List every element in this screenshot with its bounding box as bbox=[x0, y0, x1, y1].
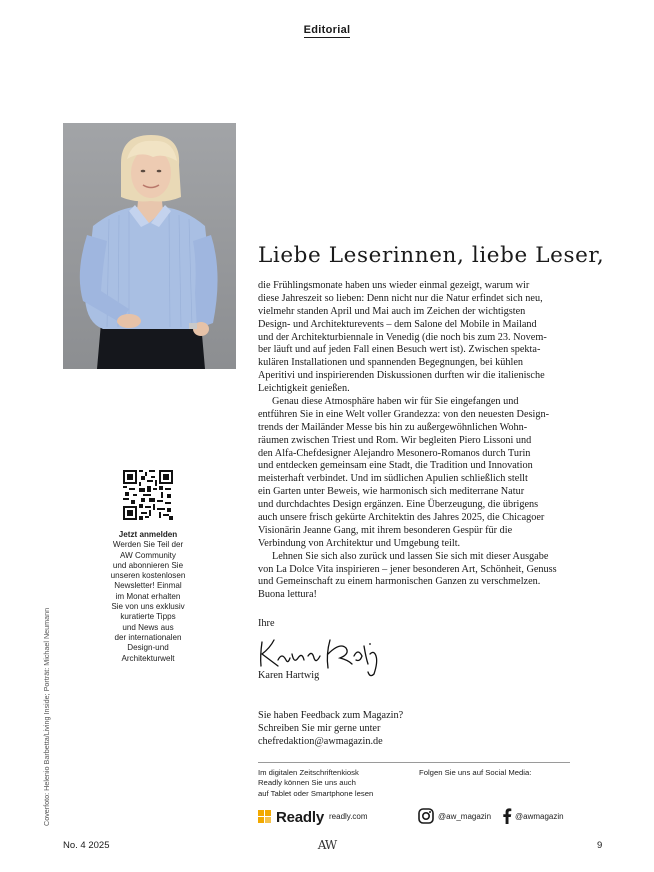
body-line: und der Architekturbiennale in Venedig (die noch bis zum 23. Novem- bbox=[258, 331, 547, 343]
issue-number: No. 4 2025 bbox=[63, 840, 110, 851]
signup-line: Architekturwelt bbox=[121, 653, 175, 663]
body-line: Lehnen Sie sich also zurück und lassen Sie sich mit dieser Ausgabe bbox=[272, 550, 549, 562]
body-line: und Gemeinschaft zu einem harmonischen Ganzen zu verschmelzen. bbox=[258, 576, 541, 588]
signup-line: Design-und bbox=[127, 643, 169, 653]
signup-line: und News aus bbox=[122, 622, 174, 632]
body-line: räumen zwischen Triest und Rom. Wir begleiten Piero Lissoni und bbox=[258, 434, 532, 446]
body-line: die Frühlingsmonate haben uns wieder einmal gezeigt, warum wir bbox=[258, 280, 530, 291]
page-number: 9 bbox=[597, 840, 603, 851]
readly-info-line: Readly können Sie uns auch bbox=[258, 778, 356, 788]
readly-brand: Readly bbox=[276, 808, 324, 826]
body-line: entführen Sie in eine Welt voller Grandezza: von den neuesten Design- bbox=[258, 408, 550, 420]
facebook-handle: @awmagazin bbox=[515, 811, 564, 821]
body-line: Visionärin Jeanne Gang, mit ihrem besonderen Gespür für die bbox=[258, 524, 513, 536]
signup-line: Newsletter! Einmal bbox=[114, 581, 182, 591]
body-line: von La Dolce Vita inspirieren – jener besonderen Art, Schönheit, Genuss bbox=[258, 563, 557, 575]
body-line: Design- und Architekturevents – dem Salone del Mobile in Mailand bbox=[258, 318, 537, 330]
signup-line: und abonnieren Sie bbox=[112, 560, 184, 570]
feedback-line: Schreiben Sie mir gerne unter bbox=[258, 723, 381, 734]
readly-link[interactable]: readly.com bbox=[329, 812, 368, 821]
facebook-icon bbox=[502, 808, 512, 824]
body-line: Verbindung von Architektur und Umgebung teilt. bbox=[258, 537, 461, 549]
signup-line: Werden Sie Teil der bbox=[112, 540, 184, 550]
facebook-link[interactable] bbox=[502, 808, 564, 824]
signup-line: Sie von uns exklusiv bbox=[111, 602, 185, 612]
body-line: ein Garten unter Beweis, wie harmonisch sich mediterrane Natur bbox=[258, 486, 525, 498]
readly-info-line: auf Tablet oder Smartphone lesen bbox=[258, 788, 374, 798]
body-line: ber läuft und auf jeden Fall einen Besuch wert ist). Zwischen spekta- bbox=[258, 344, 541, 356]
signup-title: Jetzt anmelden bbox=[118, 530, 178, 539]
section-label-text: Editorial bbox=[303, 24, 351, 36]
section-label bbox=[0, 24, 654, 36]
signup-line: im Monat erhalten bbox=[115, 591, 181, 601]
closing-word: Ihre bbox=[258, 618, 275, 629]
body-line: auch unsere frisch gekürte Architektin des Jahres 2025, die Chicagoer bbox=[258, 512, 545, 524]
social-title: Folgen Sie uns auf Social Media: bbox=[419, 768, 532, 777]
photo-credit: Coverfoto: Helenio Barbetta/Living Inside; Porträt: Michael Neumann bbox=[42, 607, 51, 826]
body-line: diese Jahreszeit so lieben: Denn nicht nur die Natur erfindet sich neu, bbox=[258, 292, 543, 304]
body-line: Genau diese Atmosphäre haben wir für Sie eingefangen und bbox=[272, 396, 519, 408]
qr-code-icon[interactable] bbox=[123, 470, 173, 520]
body-line: meisterhaft verbindet. Und im südlichen Apulien schließlich stellt bbox=[258, 473, 528, 485]
newsletter-signup bbox=[98, 530, 198, 664]
readly-logo[interactable] bbox=[258, 808, 324, 826]
editorial-headline: Liebe Leserinnen, liebe Leser, bbox=[258, 243, 605, 268]
feedback-line: Sie haben Feedback zum Magazin? bbox=[258, 710, 404, 721]
editor-portrait bbox=[63, 123, 236, 369]
body-line: trends der Mailänder Messe bis hin zu außergewöhnlichen Wohn- bbox=[258, 421, 528, 433]
body-line: und entdecken gemeinsam eine Stadt, die Tradition und Innovation bbox=[258, 460, 533, 472]
instagram-icon bbox=[418, 808, 434, 824]
instagram-handle: @aw_magazin bbox=[438, 811, 492, 821]
magazine-logo: AW bbox=[317, 838, 337, 852]
instagram-link[interactable] bbox=[418, 808, 491, 824]
readly-logo-icon bbox=[258, 810, 272, 824]
signup-line: kuratierte Tipps bbox=[120, 612, 176, 622]
body-line: Leichtigkeit genießen. bbox=[258, 383, 350, 395]
signature-name: Karen Hartwig bbox=[258, 670, 320, 681]
body-line: und durchdachtes Design ergänzen. Eine Überzeugung, die übrigens bbox=[258, 499, 539, 511]
signup-line: unseren kostenlosen bbox=[110, 571, 186, 581]
divider bbox=[258, 762, 570, 763]
body-line: den Alfa-Chefdesigner Alejandro Mesonero-Romanos durch Turin bbox=[258, 447, 531, 459]
body-line: Aperitivi und inspirierenden Diskussionen durften wir die italienische bbox=[258, 370, 545, 382]
editorial-body bbox=[258, 280, 578, 602]
feedback-email[interactable]: chefredaktion@awmagazin.de bbox=[258, 736, 383, 747]
body-line: kulären Installationen und spannenden Begegnungen, bei kühlen bbox=[258, 357, 524, 369]
readly-info bbox=[258, 768, 418, 799]
body-line: Buona lettura! bbox=[258, 589, 317, 601]
signup-line: AW Community bbox=[120, 550, 176, 560]
body-line: vielmehr standen April und Mai auch im Zeichen der wichtigsten bbox=[258, 305, 526, 317]
feedback-note bbox=[258, 709, 558, 748]
readly-info-line: Im digitalen Zeitschriftenkiosk bbox=[258, 768, 359, 777]
signup-line: der internationalen bbox=[114, 632, 182, 642]
